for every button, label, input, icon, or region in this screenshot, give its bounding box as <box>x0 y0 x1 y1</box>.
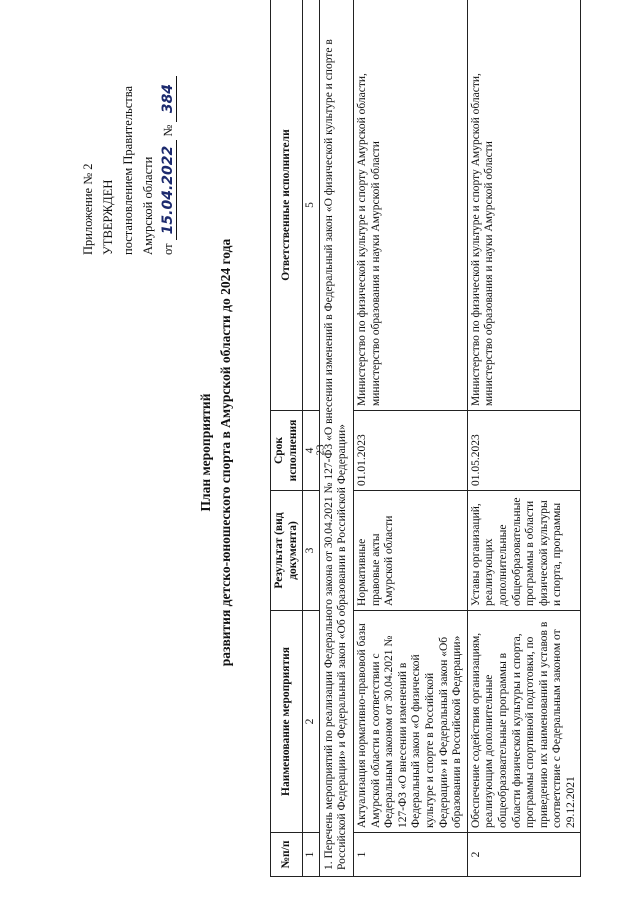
row-deadline: 01.05.2023 <box>467 411 581 491</box>
approved-label: УТВЕРЖДЕН <box>101 179 115 255</box>
section-title: 1. Перечень мероприятий по реализации Федерального закона от 30.04.2021 № 127-ФЗ «О внесении изменений в Федеральный закон «О физической культуре и спорте в Российской Федерации» и Федеральный закон «Об образовании в Российской Федерации» <box>319 0 353 877</box>
header-deadline: Срок исполнения <box>271 411 303 491</box>
row-deadline: 01.01.2023 <box>353 411 467 491</box>
date-prefix: от <box>161 243 175 255</box>
header-num: №п/п <box>271 833 303 877</box>
approval-block <box>78 25 178 255</box>
row-num: 1 <box>353 833 467 877</box>
section-row <box>319 0 353 877</box>
header-responsible: Ответственные исполнители <box>271 0 303 411</box>
table-header-row <box>271 0 303 877</box>
row-result: Нормативные правовые акты Амурской области <box>353 491 467 611</box>
handwritten-number: 384 <box>160 76 177 122</box>
plan-subtitle: развития детско-юношеского спорта в Амурской области до 2024 года <box>218 238 233 667</box>
row-num: 2 <box>467 833 581 877</box>
column-number: 1 <box>303 833 320 877</box>
plan-table <box>270 0 581 877</box>
row-result: Уставы организаций, реализующих дополнительные общеобразовательные программы в области физической культуры и спорта, программы <box>467 491 581 611</box>
header-name: Наименование мероприятия <box>271 611 303 833</box>
column-number: 2 <box>303 611 320 833</box>
column-number: 5 <box>303 0 320 411</box>
plan-title: План мероприятий <box>198 393 213 512</box>
table-row <box>353 0 467 877</box>
page-number-text: 23 <box>314 444 326 456</box>
table-row <box>467 0 581 877</box>
row-responsible: Министерство по физической культуре и спорту Амурской области, министерство образования и науки Амурской области <box>353 0 467 411</box>
appendix-label: Приложение № 2 <box>81 163 95 255</box>
resolution-label: постановлением Правительства <box>121 85 135 255</box>
header-result: Результат (вид документа) <box>271 491 303 611</box>
row-name: Обеспечение содействия организациям, реализующим дополнительные общеобразовательные программы в области физической культуры и спорта, программы спортивной подготовки, по приведению их наименований и уставов в соответствие с Федеральным законом от 29.12.2021 <box>467 611 581 833</box>
handwritten-date: 15.04.2022 <box>160 140 177 241</box>
row-responsible: Министерство по физической культуре и спорту Амурской области, министерство образования и науки Амурской области <box>467 0 581 411</box>
column-numbers-row <box>303 0 320 877</box>
number-prefix: № <box>161 124 175 137</box>
date-number-line <box>158 25 178 255</box>
region-label: Амурской области <box>141 156 155 255</box>
column-number: 3 <box>303 491 320 611</box>
row-name: Актуализация нормативно-правовой базы Амурской области в соответствии с Федеральным законом от 30.04.2021 № 127-ФЗ «О внесении изменений в Федеральный закон «О физической культуре и спорте в Российской Федерации» и Федеральный закон «Об образовании в Российской Федерации» <box>353 611 467 833</box>
column-number: 4 <box>303 411 320 491</box>
